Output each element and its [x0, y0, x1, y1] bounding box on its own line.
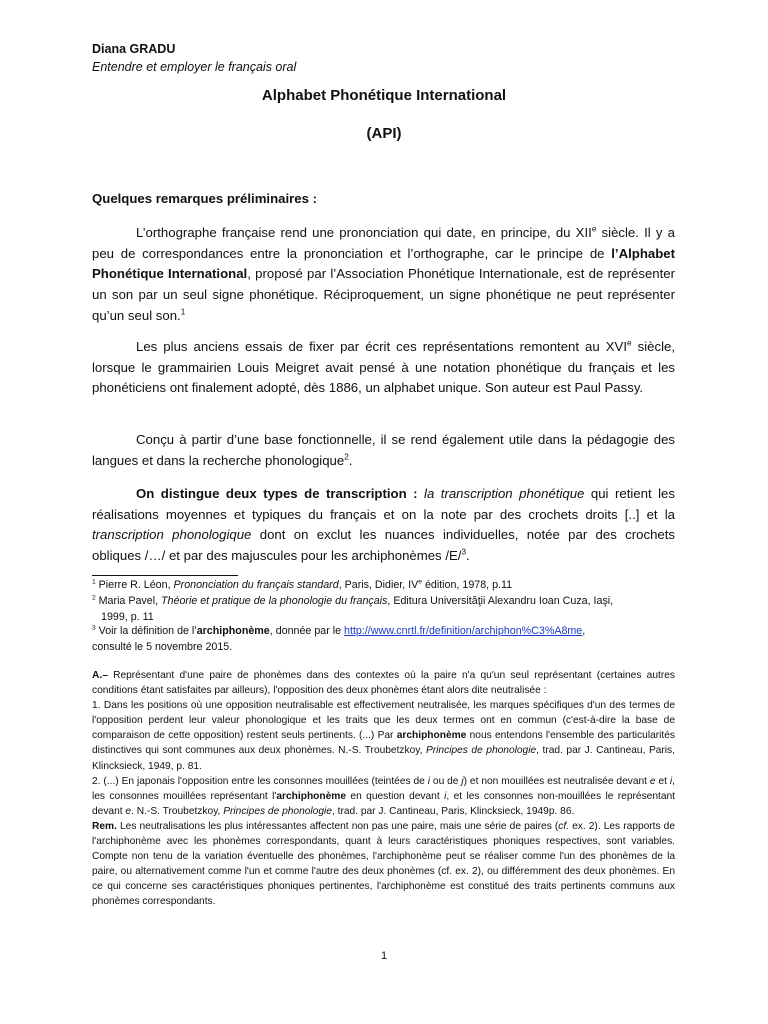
page-number: 1 — [380, 950, 388, 962]
definition-example-1: 1. Dans les positions où une opposition neutralisable est effectivement neutralisée, les marques spécifiques d'un des termes de l'opposition perdent leur valeur phonologique et les traits que les deux termes ont en commun (c'est-à-dire la base de comparaison de cette opposition) restent seuls pertinents. (...) Par archiphonème nous entendons l'ensemble des particularités distinctives qui sont communes aux deux phonèmes. N.-S. Troubetzkoy, Principes de phonologie, trad. par J. Cantineau, Paris, Klincksieck, 1949, p. 81. — [92, 700, 675, 772]
definition-intro: A.– Représentant d'une paire de phonèmes dans des contextes où la paire n'a qu'un seul représentant (certaines autres conditions étant satisfaites par ailleurs), l'opposition des deux phonèmes étant alors dite neutralisée : — [92, 670, 675, 697]
footnote-3: $^3$ Voir la définition de l’archiphonème, donnée par le http://www.cnrtl.fr/definition/archiphon%C3%A8me, consulté le 5 novembre 2015. — [92, 624, 586, 653]
definition-example-2: 2. (...) En japonais l'opposition entre les consonnes mouillées (teintées de i ou de j) et non mouillées est neutralisée devant e et i, les consonnes mouillées représentant l'archiphonème en question devant i, et les consonnes non-mouillées le représentant devant e. N.-S. Troubetzkoy, Principes de phonologie, trad. par J. Cantineau, Paris, Klincksieck, 1949p. 86. — [92, 775, 675, 817]
archiphoneme-definition — [92, 668, 675, 910]
footnote-ref-3[interactable]: 3 — [461, 547, 466, 557]
footnote-1: $^1$ Pierre R. Léon, Prononciation du français standard, Paris, Didier, IVe édition, 1978, p.11 — [92, 578, 513, 591]
footnote-separator — [92, 575, 238, 576]
document-title-abbreviation: (API) — [366, 125, 402, 142]
term-api: l’Alphabet Phonétique International — [92, 245, 675, 282]
footnote-2: $^2$ Maria Pavel, Théorie et pratique de la phonologie du français, Editura Universităţii Alexandru Ioan Cuza, Iaşi, 1999, p. 11 — [92, 594, 614, 623]
author-name: Diana GRADU — [92, 42, 176, 56]
paragraph-2: Les plus anciens essais de fixer par écrit ces représentations remontent au XVIe siècle, lorsque le grammairien Louis Meigret avait pensé à une notation phonétique du français et les phonéticiens ont finalement adopté, dès 1886, un alphabet unique. Son auteur est Paul Passy. — [92, 338, 675, 396]
paragraph-3: Conçu à partir d’une base fonctionnelle, il se rend également utile dans la pédagogie des langues et dans la recherche phonologique$^2$. — [92, 432, 675, 468]
definition-remark: Rem. Les neutralisations les plus intéressantes affectent non pas une paire, mais une série de paires (cf. ex. 2). Les rapports de l'archiphonème avec les phonèmes correspondants, quant à leurs caractéristiques phoniques respectives, sont variables. Compte non tenu de la variation éventuelle des phonèmes, l'archiphonème peut se réaliser comme l'un des phonèmes de la paire, ou alternativement comme l'un et comme l'autre des deux phonèmes (cf. ex. 2), ou différemment des deux phonèmes. En ce qui concerne ses caractéristiques phoniques pertinentes, l'archiphonème est constitué des traits pertinents communs aux phonèmes correspondants. — [92, 820, 675, 908]
document-title: Alphabet Phonétique International — [261, 87, 507, 104]
footnote-ref-2[interactable]: 2 — [344, 452, 349, 462]
section-heading: Quelques remarques préliminaires : — [92, 191, 318, 206]
paragraph-4: On distingue deux types de transcription : la transcription phonétique qui retient les réalisations moyennes et typiques du français et on la note par des crochets droits [..] et la transcription phonologique dont on exclut les nuances individuelles, notée par des crochets obliques /…/ et par des majuscules pour les archiphonèmes /E/$^3$. — [92, 486, 676, 564]
course-subtitle: Entendre et employer le français oral — [92, 60, 297, 74]
footnote-ref-1[interactable]: 1 — [180, 307, 186, 317]
paragraph-1: L’orthographe française rend une prononciation qui date, en principe, du XIIe siècle. Il y a peu de correspondances entre la prononciation et l’orthographe, car le principe de l’Alphabet Phonétique International, proposé par l’Association Phonétique Internationale, est de représenter un son par un seul signe phonétique. Réciproquement, un signe phonétique ne peut représenter qu’un seul son.$^1$ — [92, 224, 676, 323]
cnrtl-definition-link[interactable]: http://www.cnrtl.fr/definition/archiphon%C3%A8me — [344, 625, 583, 637]
